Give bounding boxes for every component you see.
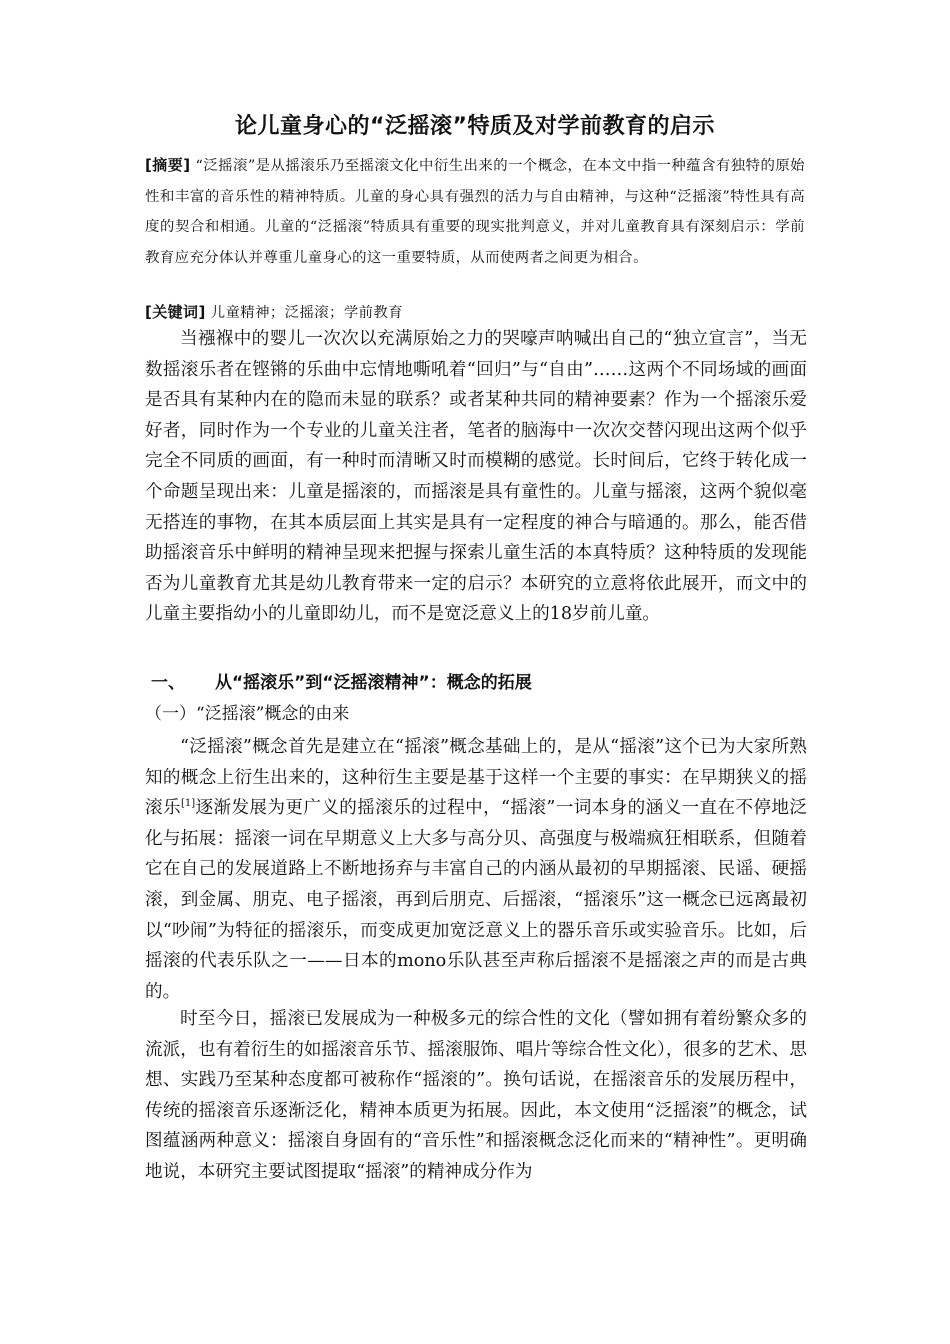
section-number: 一、: [151, 673, 185, 693]
footnote-reference[interactable]: [1]: [180, 798, 196, 810]
keywords-block: [145, 300, 805, 325]
paper-title: 论儿童身心的“泛摇滚”特质及对学前教育的启示: [235, 114, 715, 139]
section-paragraph-1: [145, 732, 807, 1007]
section-heading-text: 从“摇滚乐”到“泛摇滚精神”：概念的拓展: [215, 673, 532, 693]
abstract-label: [摘要]: [145, 156, 191, 174]
section-paragraph-2: 时至今日，摇滚已发展成为一种极多元的综合性的文化（譬如拥有着纷繁众多的流派，也有着衍生的如摇滚音乐节、摇滚服饰、唱片等综合性文化），很多的艺术、思想、实践乃至某种态度都可被称作“摇滚的”。换句话说，在摇滚音乐的发展历程中，传统的摇滚音乐逐渐泛化，精神本质更为拓展。因此，本文使用“泛摇滚”的概念，试图蕴涵两种意义：摇滚自身固有的“音乐性”和摇滚概念泛化而来的“精神性”。更明确地说，本研究主要试图提取“摇滚”的精神成分作为: [145, 1009, 807, 1182]
intro-paragraph: 当襁褓中的婴儿一次次以充满原始之力的哭嚎声呐喊出自己的“独立宣言”，当无数摇滚乐者在铿锵的乐曲中忘情地嘶吼着“回归”与“自由”……这两个不同场域的画面是否具有某种内在的隐而未显的联系？或者某种共同的精神要素？作为一个摇滚乐爱好者，同时作为一个专业的儿童关注者，笔者的脑海中一次次交替闪现出这两个似乎完全不同质的画面，有一种时而清晰又时而模糊的感觉。长时间后，它终于转化成一个命题呈现出来：儿童是摇滚的，而摇滚是具有童性的。儿童与摇滚，这两个貌似毫无搭连的事物，在其本质层面上其实是具有一定程度的神合与暗通的。那么，能否借助摇滚音乐中鲜明的精神呈现来把握与探索儿童生活的本真特质？这种特质的发现能否为儿童教育尤其是幼儿教育带来一定的启示？本研究的立意将依此展开，而文中的儿童主要指幼小的儿童即幼儿，而不是宽泛意义上的18岁前儿童。: [145, 329, 807, 625]
section-heading: [145, 669, 807, 697]
subsection-heading: （一）“泛摇滚”概念的由来: [145, 704, 350, 724]
paragraph-text-after-ref: 逐渐发展为更广义的摇滚乐的过程中，“摇滚”一词本身的涵义一直在不停地泛化与拓展：摇滚一词在早期意义上大多与高分贝、高强度与极端疯狂相联系，但随着它在自己的发展道路上不断地扬弃与丰富自己的内涵从最初的早期摇滚、民谣、硬摇滚，到金属、朋克、电子摇滚，再到后朋克、后摇滚，“摇滚乐”这一概念已远离最初以“吵闹”为特征的摇滚乐，而变成更加宽泛意义上的器乐音乐或实验音乐。比如，后摇滚的代表乐队之一——日本的mono乐队甚至声称后摇滚不是摇滚之声的而是古典的。: [145, 798, 807, 1002]
abstract-block: [145, 150, 805, 273]
paragraph-text-before-ref: “泛摇滚”概念首先是建立在“摇滚”概念基础上的，是从“摇滚”这个已为大家所熟知的概念上衍生出来的，这种衍生主要是基于这样一个主要的事实：在早期狭义的摇滚乐: [145, 737, 807, 819]
keywords-text: 儿童精神；泛摇滚；学前教育: [210, 305, 403, 321]
abstract-text: “泛摇滚”是从摇滚乐乃至摇滚文化中衍生出来的一个概念，在本文中指一种蕴含有独特的原始性和丰富的音乐性的精神特质。儿童的身心具有强烈的活力与自由精神，与这种“泛摇滚”特性具有高度的契合和相通。儿童的“泛摇滚”特质具有重要的现实批判意义，并对儿童教育具有深刻启示：学前教育应充分体认并尊重儿童身心的这一重要特质，从而使两者之间更为相合。: [145, 158, 805, 266]
keywords-label: [关键词]: [145, 303, 206, 321]
